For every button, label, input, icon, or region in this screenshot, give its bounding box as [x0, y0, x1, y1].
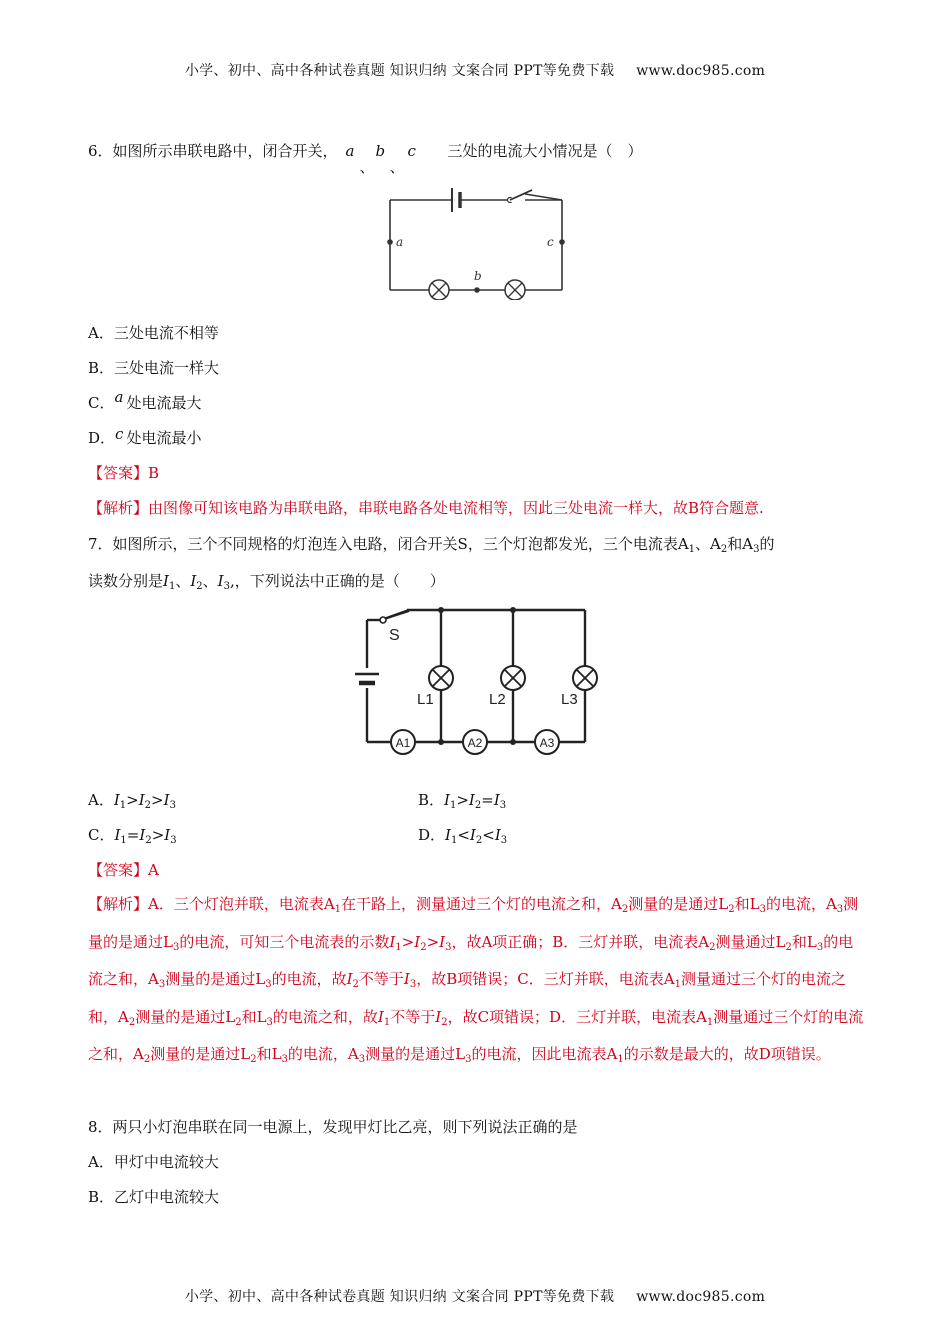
point-b-dot — [474, 287, 480, 293]
junction-dot — [438, 739, 444, 745]
q7-stem-line2: 读数分别是$I_1$、$I_2$、$I_3$,，下列说法中正确的是（ ） — [88, 572, 445, 592]
q7-option-a: A．$I_1>I_2>I_3$ — [88, 791, 176, 811]
svg-text:A2: A2 — [467, 736, 483, 750]
point-a-dot — [387, 239, 393, 245]
q6-option-b: B．三处电流一样大 — [88, 359, 220, 377]
ammeter-a2 — [463, 730, 487, 754]
q7-answer: 【答案】A — [88, 861, 159, 879]
bulb-l3 — [573, 666, 597, 690]
q8-option-a: A．甲灯中电流较大 — [88, 1153, 219, 1171]
svg-text:A1: A1 — [395, 736, 411, 750]
q7-option-b: B．$I_1>I_2=I_3$ — [418, 791, 507, 811]
q6-option-d: D．c 处电流最小 — [88, 425, 202, 447]
q7-circuit-diagram — [345, 600, 605, 760]
q6-stem: 6．如图所示串联电路中，闭合开关， a 、 b 、 c 三处的电流大小情况是（ ） — [88, 142, 643, 176]
bulb-l3-label: L3 — [561, 691, 578, 708]
q6-option-c: C．a 处电流最大 — [88, 388, 202, 412]
point-a-label: a — [396, 235, 404, 249]
q6-answer: 【答案】B — [88, 464, 160, 482]
q7-stem-line1: 7．如图所示，三个不同规格的灯泡连入电路，闭合开关S，三个灯泡都发光，三个电流表$A_1$、$A_2$和$A_3$的 — [88, 535, 775, 555]
ammeter-a1 — [391, 730, 415, 754]
point-c-dot — [559, 239, 565, 245]
q7-analysis: 【解析】A．三个灯泡并联，电流表$A_1$在干路上，测量通过三个灯的电流之和，$A_2$测量的是通过$L_2$和$L_3$的电流，$A_3$测量的是通过$L_3$的电流，可知三个电流表的示数$I_1>I_2>I_3$，故A项正确；B．三灯并联，电流表$A_2$测量通过$L_2$和$L_3$的电流之和，$A_3$测量的是通过$L_3$的电流，故$I_2$不等于$I_3$，故B项错误；C．三灯并联，电流表$A_1$测量通过三个灯的电流之和，$A_2$测量的是通过$L_2$和$L_3$的电流之和，故$I_1$不等于$I_2$，故C项错误；D．三灯并联，电流表$A_1$测量通过三个灯的电流之和，$A_2$测量的是通过$L_2$和$L_3$的电流，$A_3$测量的是通过$L_3$的电流，因此电流表$A_1$的示数是最大的，故D项错误。 — [88, 895, 864, 1065]
page-header — [0, 60, 950, 80]
q8-stem: 8．两只小灯泡串联在同一电源上，发现甲灯比乙亮，则下列说法正确的是 — [88, 1118, 578, 1136]
junction-dot — [510, 607, 516, 613]
bulb-l1 — [429, 666, 453, 690]
junction-dot — [438, 607, 444, 613]
q7-option-d: D．$I_1<I_2<I_3$ — [418, 826, 508, 846]
ammeter-a3 — [535, 730, 559, 754]
svg-text:A3: A3 — [539, 736, 555, 750]
q6-option-a: A．三处电流不相等 — [88, 324, 219, 342]
bulb-l1-label: L1 — [417, 691, 434, 708]
bulb-2 — [505, 280, 525, 300]
page-footer — [0, 1286, 950, 1306]
q7-option-c: C．$I_1=I_2>I_3$ — [88, 826, 177, 846]
q6-circuit-diagram — [380, 180, 575, 300]
point-c-label: c — [547, 235, 554, 249]
bulb-1 — [429, 280, 449, 300]
q8-option-b: B．乙灯中电流较大 — [88, 1188, 220, 1206]
point-b-label: b — [474, 269, 482, 283]
footer-url[interactable]: www.doc985.com — [636, 1289, 766, 1305]
bulb-l2 — [501, 666, 525, 690]
header-text: 小学、初中、高中各种试卷真题 知识归纳 文案合同 PPT等免费下载 — [184, 63, 615, 79]
junction-dot — [510, 739, 516, 745]
switch-s-contact — [380, 617, 386, 623]
q6-analysis: 【解析】由图像可知该电路为串联电路，串联电路各处电流相等，因此三处电流一样大，故B符合题意. — [88, 499, 764, 517]
bulb-l2-label: L2 — [489, 691, 506, 708]
switch-s-label: S — [389, 627, 400, 644]
footer-text: 小学、初中、高中各种试卷真题 知识归纳 文案合同 PPT等免费下载 — [184, 1289, 615, 1305]
header-url[interactable]: www.doc985.com — [636, 63, 766, 79]
